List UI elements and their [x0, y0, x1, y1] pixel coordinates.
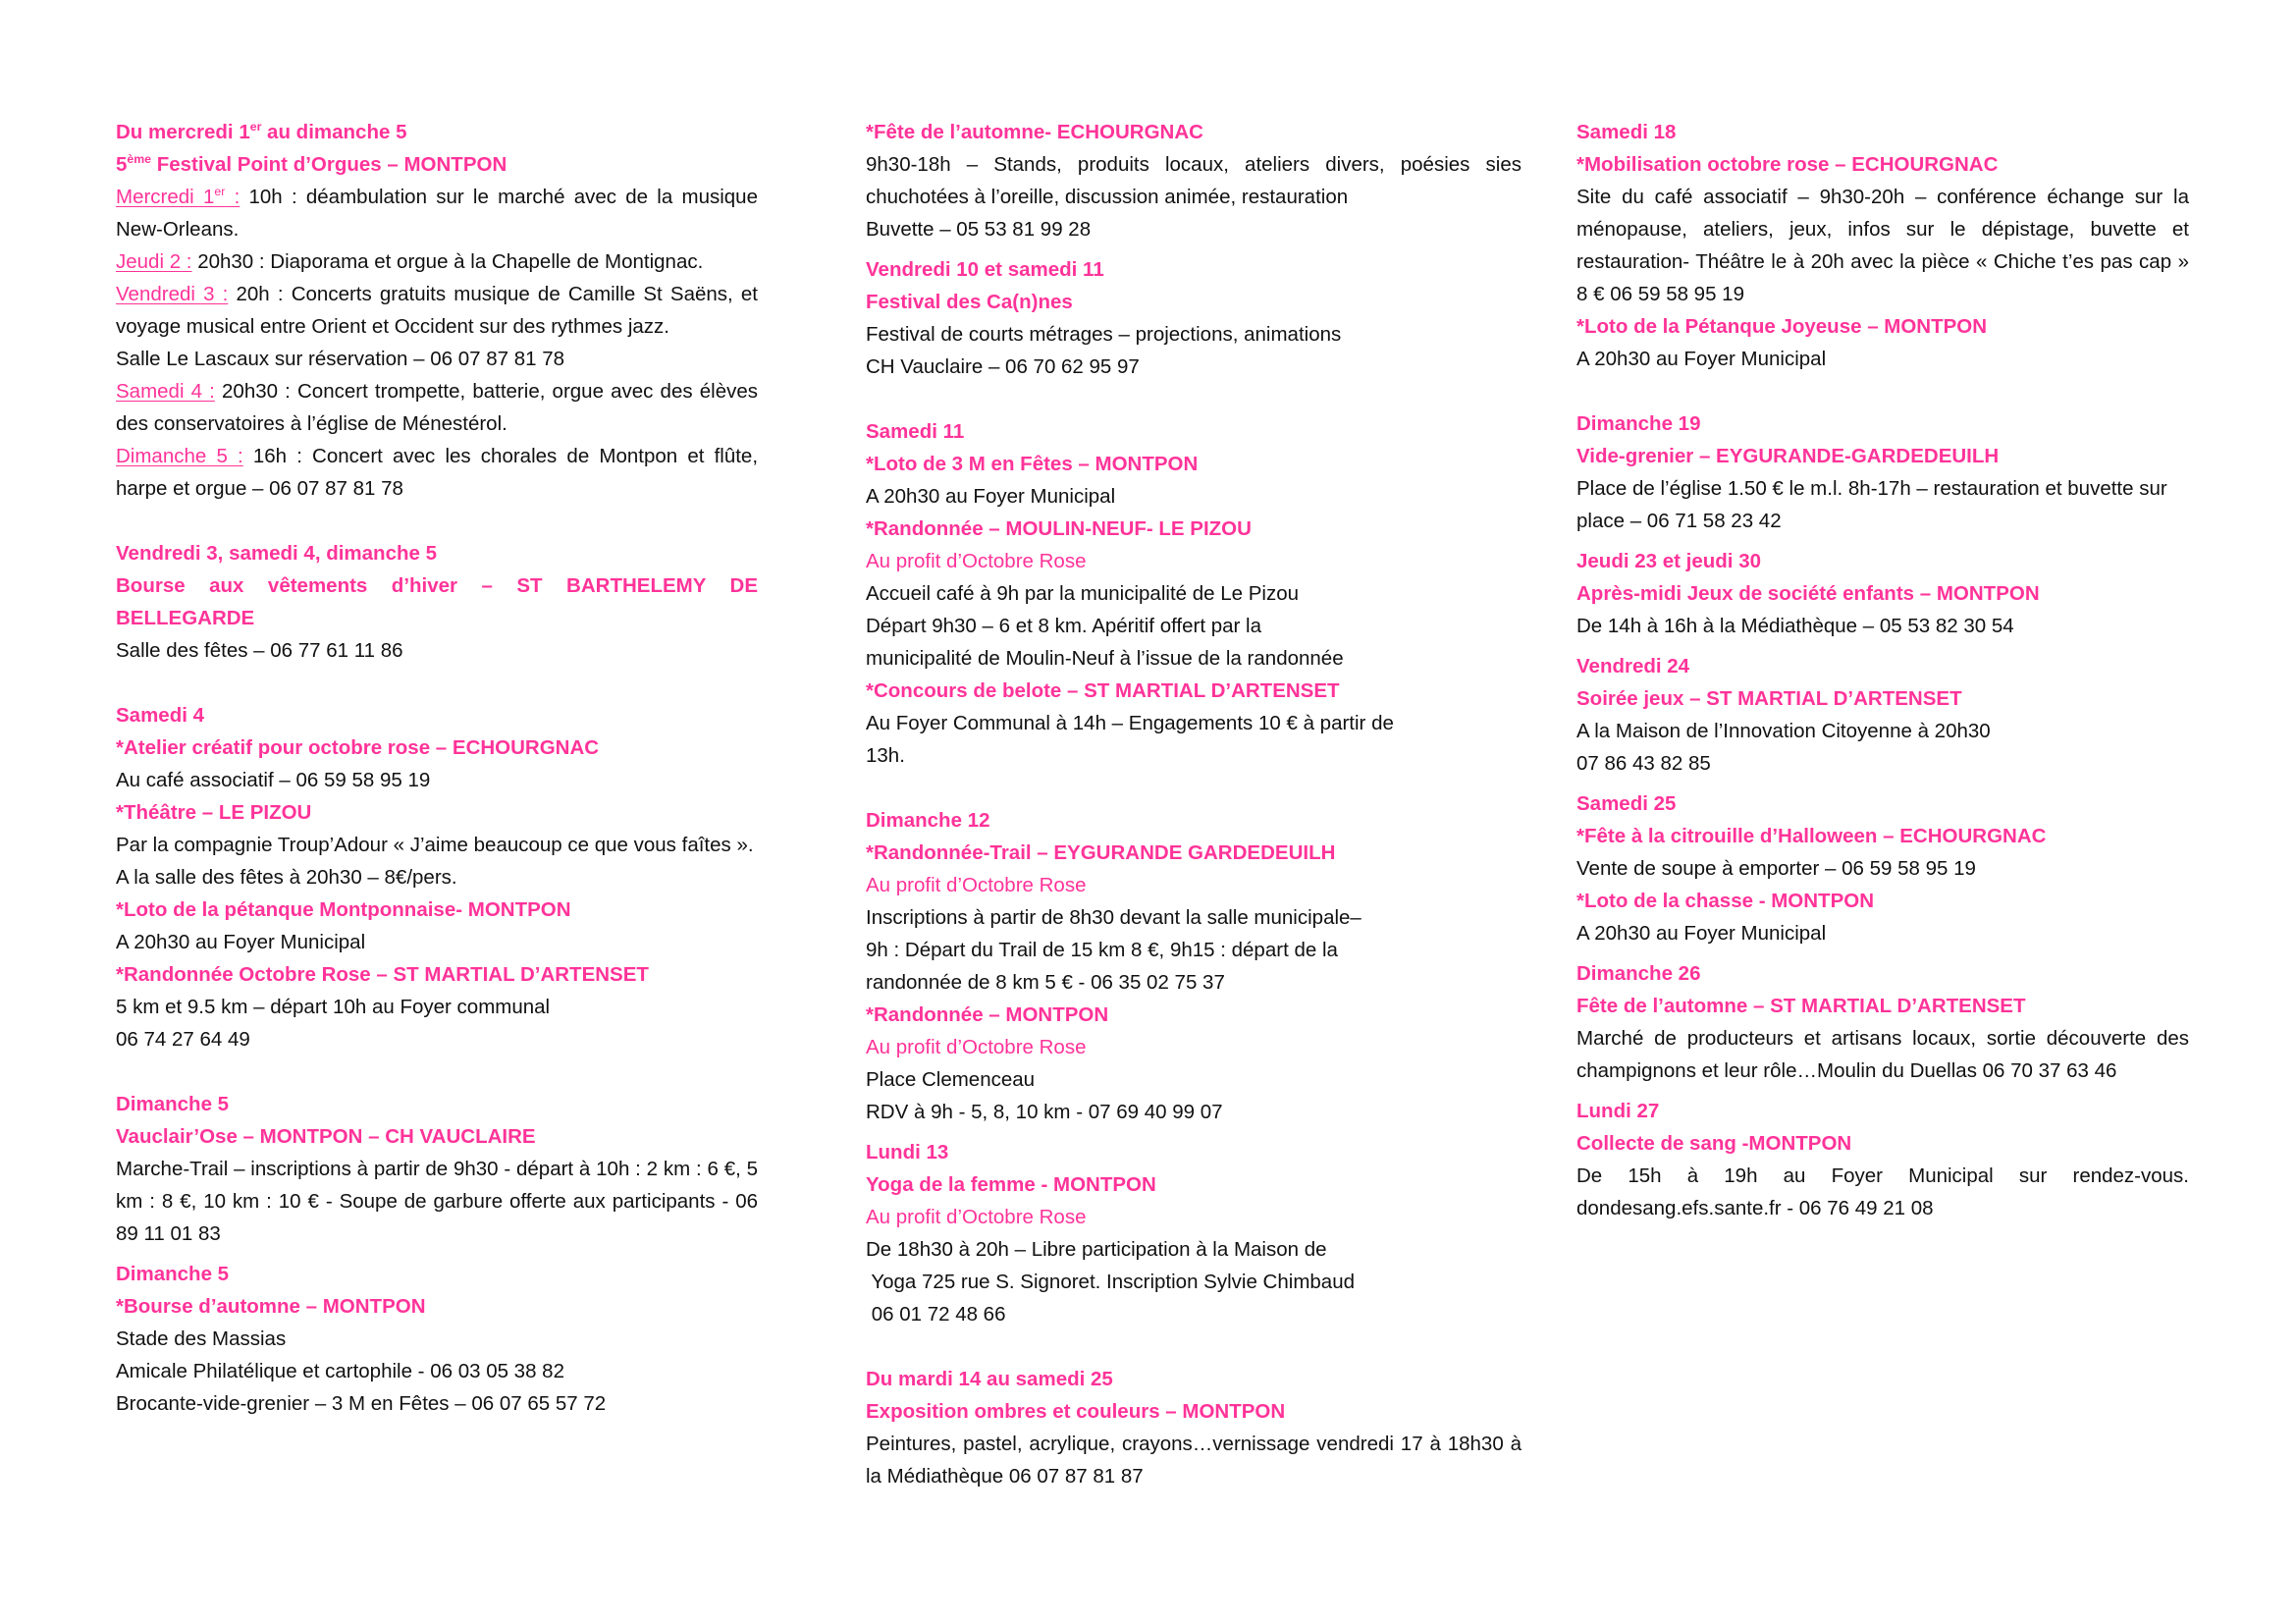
- event-block: [1576, 957, 2189, 1087]
- program-entry: Dimanche 5 : 16h : Concert avec les chorales de Montpon et flûte, harpe et orgue – 06 07 87 81 78: [116, 445, 759, 500]
- event-detail: De 14h à 16h à la Médiathèque – 05 53 82 30 54: [1576, 615, 2014, 637]
- date-heading: Vendredi 3, samedi 4, dimanche 5: [116, 542, 437, 565]
- column-1: [116, 116, 758, 1420]
- program-entry: Salle Le Lascaux sur réservation – 06 07 87 81 78: [116, 348, 564, 370]
- event-title: *Fête de l’automne- ECHOURGNAC: [866, 121, 1203, 143]
- event-detail: De 15h à 19h au Foyer Municipal sur rendez-vous. dondesang.efs.sante.fr - 06 76 49 21 08: [1576, 1164, 2189, 1219]
- event-title: *Randonnée – MOULIN-NEUF- LE PIZOU: [866, 517, 1252, 540]
- event-block: [116, 699, 758, 1056]
- event-detail: A la salle des fêtes à 20h30 – 8€/pers.: [116, 866, 457, 889]
- event-title: Yoga de la femme - MONTPON: [866, 1173, 1156, 1196]
- event-detail: 07 86 43 82 85: [1576, 752, 1711, 775]
- date-heading: Dimanche 5: [116, 1093, 230, 1115]
- event-block-festival-point-dorgues: [116, 116, 758, 505]
- event-title: Vide-grenier – EYGURANDE-GARDEDEUILH: [1576, 445, 2000, 467]
- event-block: [866, 1136, 1522, 1330]
- event-block: [866, 253, 1522, 383]
- program-day-label: Vendredi 3 :: [116, 283, 229, 305]
- event-title: *Bourse d’automne – MONTPON: [116, 1295, 426, 1318]
- event-detail: Au café associatif – 06 59 58 95 19: [116, 769, 431, 791]
- event-block: [1576, 116, 2189, 375]
- date-heading: Lundi 13: [866, 1141, 949, 1164]
- event-subtitle: Au profit d’Octobre Rose: [866, 1036, 1087, 1058]
- date-heading: Samedi 25: [1576, 792, 1677, 815]
- event-title: *Loto de la Pétanque Joyeuse – MONTPON: [1576, 315, 1988, 338]
- date-heading: Dimanche 26: [1576, 962, 1701, 985]
- date-heading: Vendredi 24: [1576, 655, 1690, 677]
- event-title: *Randonnée Octobre Rose – ST MARTIAL D’ARTENSET: [116, 963, 649, 986]
- event-detail: Par la compagnie Troup’Adour « J’aime beaucoup ce que vous faîtes ».: [116, 834, 754, 856]
- program-entry: Mercredi 1er : 10h : déambulation sur le marché avec de la musique New-Orleans.: [116, 185, 758, 241]
- program-day-label: Dimanche 5 :: [116, 445, 243, 467]
- event-block: [116, 1088, 758, 1250]
- event-title: Après-midi Jeux de société enfants – MONTPON: [1576, 582, 2040, 605]
- event-title: *Mobilisation octobre rose – ECHOURGNAC: [1576, 153, 1999, 176]
- event-detail: Brocante-vide-grenier – 3 M en Fêtes – 06 07 65 57 72: [116, 1392, 607, 1415]
- event-title: Soirée jeux – ST MARTIAL D’ARTENSET: [1576, 687, 1962, 710]
- event-title: *Randonnée-Trail – EYGURANDE GARDEDEUILH: [866, 841, 1336, 864]
- event-block: [866, 1363, 1522, 1492]
- date-heading: Lundi 27: [1576, 1100, 1660, 1122]
- event-block: [116, 1258, 758, 1420]
- event-title: *Atelier créatif pour octobre rose – ECHOURGNAC: [116, 736, 600, 759]
- event-block: [866, 415, 1522, 772]
- program-entry: Jeudi 2 : 20h30 : Diaporama et orgue à la Chapelle de Montignac.: [116, 250, 704, 273]
- date-heading: Du mardi 14 au samedi 25: [866, 1368, 1113, 1390]
- column-2: [866, 116, 1522, 1492]
- program-entry: Vendredi 3 : 20h : Concerts gratuits musique de Camille St Saëns, et voyage musical entre Orient et Occident sur des rythmes jazz.: [116, 283, 758, 338]
- event-detail: municipalité de Moulin-Neuf à l’issue de la randonnée: [866, 647, 1344, 670]
- event-title: Fête de l’automne – ST MARTIAL D’ARTENSET: [1576, 995, 2026, 1017]
- event-title: *Théâtre – LE PIZOU: [116, 801, 312, 824]
- program-day-label: Samedi 4 :: [116, 380, 215, 403]
- event-detail: Inscriptions à partir de 8h30 devant la salle municipale–: [866, 906, 1362, 929]
- event-detail: Festival de courts métrages – projections, animations: [866, 323, 1342, 346]
- date-heading: Samedi 4: [116, 704, 205, 727]
- event-block: [1576, 545, 2189, 642]
- event-title: Collecte de sang -MONTPON: [1576, 1132, 1852, 1155]
- event-detail: Au Foyer Communal à 14h – Engagements 10 € à partir de: [866, 712, 1394, 734]
- event-detail: Marche-Trail – inscriptions à partir de 9h30 - départ à 10h : 2 km : 6 €, 5 km : 8 €, 10 km : 10 € - Soupe de garbure offerte aux participants - 06 89 11 01 83: [116, 1158, 758, 1245]
- date-heading: Jeudi 23 et jeudi 30: [1576, 550, 1761, 572]
- event-block: [866, 116, 1522, 245]
- event-detail: Place Clemenceau: [866, 1068, 1036, 1091]
- event-detail: Vente de soupe à emporter – 06 59 58 95 19: [1576, 857, 1976, 880]
- event-detail: Place de l’église 1.50 € le m.l. 8h-17h – restauration et buvette sur place – 06 71 58 23 42: [1576, 477, 2167, 532]
- event-title: Exposition ombres et couleurs – MONTPON: [866, 1400, 1286, 1423]
- event-detail: Accueil café à 9h par la municipalité de Le Pizou: [866, 582, 1300, 605]
- event-block: [1576, 1095, 2189, 1224]
- event-subtitle: Au profit d’Octobre Rose: [866, 1206, 1087, 1228]
- event-detail: A 20h30 au Foyer Municipal: [866, 485, 1116, 508]
- date-heading: Du mercredi 1er au dimanche 5: [116, 120, 407, 143]
- program-entry: Samedi 4 : 20h30 : Concert trompette, batterie, orgue avec des élèves des conservatoires à l’église de Ménestérol.: [116, 380, 759, 435]
- event-detail: 9h30-18h – Stands, produits locaux, ateliers divers, poésies sies chuchotées à l’oreille, discussion animée, restauration: [866, 153, 1522, 208]
- event-title: *Fête à la citrouille d’Halloween – ECHOURGNAC: [1576, 825, 2047, 847]
- date-heading: Dimanche 19: [1576, 412, 1701, 435]
- event-block: [116, 537, 758, 667]
- date-heading: Samedi 11: [866, 420, 965, 443]
- event-detail: A 20h30 au Foyer Municipal: [1576, 922, 1827, 945]
- event-title: *Randonnée – MONTPON: [866, 1003, 1109, 1026]
- date-heading: Dimanche 5: [116, 1263, 230, 1285]
- event-detail: Buvette – 05 53 81 99 28: [866, 218, 1092, 241]
- event-title: *Concours de belote – ST MARTIAL D’ARTENSET: [866, 679, 1340, 702]
- event-title: *Loto de la pétanque Montponnaise- MONTPON: [116, 898, 571, 921]
- date-heading: Samedi 18: [1576, 121, 1677, 143]
- event-detail: De 18h30 à 20h – Libre participation à la Maison de: [866, 1238, 1327, 1261]
- date-heading: Vendredi 10 et samedi 11: [866, 258, 1104, 281]
- event-title: Bourse aux vêtements d’hiver – ST BARTHELEMY DE BELLEGARDE: [116, 574, 758, 629]
- event-block: [866, 804, 1522, 1128]
- column-3: [1576, 116, 2189, 1224]
- event-detail: Départ 9h30 – 6 et 8 km. Apéritif offert par la: [866, 615, 1262, 637]
- event-detail: A 20h30 au Foyer Municipal: [116, 931, 366, 953]
- event-detail: 06 01 72 48 66: [866, 1303, 1006, 1326]
- event-detail: Amicale Philatélique et cartophile - 06 03 05 38 82: [116, 1360, 564, 1382]
- event-detail: Marché de producteurs et artisans locaux, sortie découverte des champignons et leur rôle…Moulin du Duellas 06 70 37 63 46: [1576, 1027, 2189, 1082]
- event-title: Festival des Ca(n)nes: [866, 291, 1073, 313]
- event-detail: randonnée de 8 km 5 € - 06 35 02 75 37: [866, 971, 1225, 994]
- event-title: *Loto de 3 M en Fêtes – MONTPON: [866, 453, 1199, 475]
- event-detail: 5 km et 9.5 km – départ 10h au Foyer communal: [116, 996, 551, 1018]
- program-day-label: Jeudi 2 :: [116, 250, 192, 273]
- event-block: [1576, 407, 2189, 537]
- program-day-label: Mercredi 1er :: [116, 185, 240, 208]
- event-subtitle: Au profit d’Octobre Rose: [866, 874, 1087, 896]
- event-subtitle: Au profit d’Octobre Rose: [866, 550, 1087, 572]
- event-title: 5ème Festival Point d’Orgues – MONTPON: [116, 152, 507, 176]
- event-detail: Salle des fêtes – 06 77 61 11 86: [116, 639, 403, 662]
- event-detail: Stade des Massias: [116, 1327, 287, 1350]
- event-detail: 06 74 27 64 49: [116, 1028, 250, 1051]
- date-heading: Dimanche 12: [866, 809, 990, 832]
- event-title: Vauclair’Ose – MONTPON – CH VAUCLAIRE: [116, 1125, 536, 1148]
- event-detail: 13h.: [866, 744, 905, 767]
- event-detail: A la Maison de l’Innovation Citoyenne à 20h30: [1576, 720, 1991, 742]
- event-detail: A 20h30 au Foyer Municipal: [1576, 348, 1827, 370]
- event-detail: Yoga 725 rue S. Signoret. Inscription Sylvie Chimbaud: [866, 1271, 1355, 1293]
- event-detail: CH Vauclaire – 06 70 62 95 97: [866, 355, 1140, 378]
- event-detail: RDV à 9h - 5, 8, 10 km - 07 69 40 99 07: [866, 1101, 1223, 1123]
- event-block: [1576, 787, 2189, 949]
- event-detail: 9h : Départ du Trail de 15 km 8 €, 9h15 : départ de la: [866, 939, 1338, 961]
- event-title: *Loto de la chasse - MONTPON: [1576, 890, 1874, 912]
- event-block: [1576, 650, 2189, 780]
- event-detail: Peintures, pastel, acrylique, crayons…vernissage vendredi 17 à 18h30 à la Médiathèque 06 07 87 81 87: [866, 1433, 1522, 1488]
- event-detail: Site du café associatif – 9h30-20h – conférence échange sur la ménopause, ateliers, jeux, infos sur le dépistage, buvette et restauration- Théâtre le à 20h avec la pièce « Chiche t’es pas cap » 8 € 06 59 58 95 19: [1576, 186, 2189, 305]
